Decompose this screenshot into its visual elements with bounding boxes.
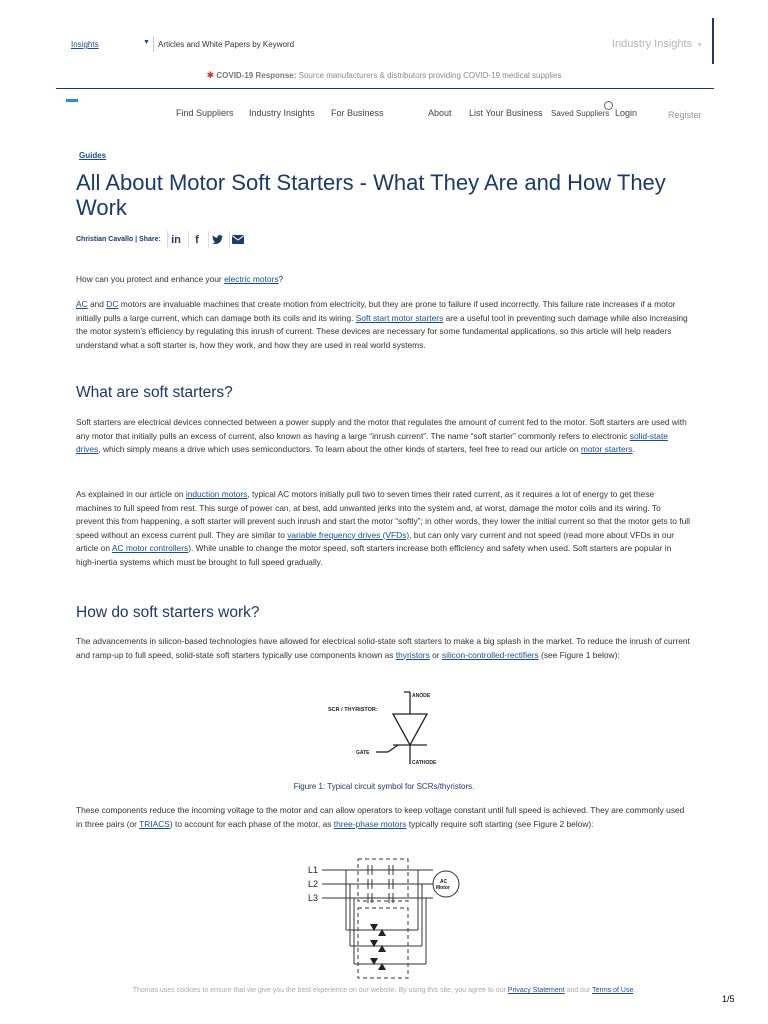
text-run: , typical AC motors initially pull two to seven times their rated current, as it requires a lot of energy to get these machines to full speed from rest. This surge of power can, at best, add unwanted jerks into the system and, at worst, damage the motor coils and its wiring. To prevent this from happening, a soft starter will prevent such inrush and start the motor “softly”; in other words, they lower the initial current so that the motor gets to full speed without an excess current pull. They are similar to xyxy=(76,489,690,540)
text-run: are a useful tool in preventing such damage while also increasing the motor system’s efficiency by regulating this inrush of current. These devices are necessary for some fundamental applications, so this article will help readers understand what a soft starter is, how they work, and how they are used in real world systems. xyxy=(76,312,688,350)
industry-insights-dropdown[interactable] xyxy=(612,38,703,50)
nav-for-business[interactable]: For Business xyxy=(331,108,384,118)
share-label: Share: xyxy=(139,236,161,243)
fig2-motor: Motor xyxy=(436,885,450,891)
industry-insights-label: Industry Insights xyxy=(612,38,693,50)
text-run: , but can only vary current and not speed (read more about VFDs in our article on xyxy=(76,529,675,553)
text-run: motors are invaluable machines that create motion from electricity, but they are prone to failure if used incorrectly. This failure rate increases if a motor initially pulls a large current, which can damage both its coils and its wiring. xyxy=(76,299,676,323)
text-run: . xyxy=(632,444,635,454)
text-run: Soft starters are electrical devices connected between a power supply and the motor that regulates the amount of current fed to the motor. Soft starters are used with any motor that initially pulls an excess of current, also known as having a large “inrush current”. The name “soft starter” commonly refers to electronic xyxy=(76,417,687,441)
nav-about[interactable]: About xyxy=(428,108,452,118)
paragraph-3 xyxy=(76,488,690,569)
text-run: typically require soft starting (see Figure 2 below): xyxy=(406,818,594,829)
divider xyxy=(712,18,714,64)
inline-link[interactable]: induction motors xyxy=(185,489,248,499)
cookie-banner: Thomas uses cookies to ensure that we give you the best experience on our website. By using this site, you agree to our Privacy Statement and our Terms of Use. xyxy=(132,987,636,994)
author-name[interactable]: Christian Cavallo xyxy=(76,236,134,243)
inline-link[interactable]: silicon-controlled-rectifiers xyxy=(441,649,539,660)
chevron-down-icon: ▼ xyxy=(696,42,704,49)
nav-saved-suppliers[interactable]: Saved Suppliers xyxy=(551,109,610,118)
electric-motors-link[interactable]: electric motors xyxy=(224,274,279,284)
fig1-cathode: CATHODE xyxy=(412,760,437,766)
nav-login[interactable]: Login xyxy=(615,108,638,118)
figure-2-three-phase xyxy=(306,856,466,984)
intro-question: How can you protect and enhance your electric motors? xyxy=(76,274,284,284)
inline-link[interactable]: AC motor controllers xyxy=(111,543,189,553)
page-number: 1/5 xyxy=(722,994,735,1004)
fig2-l1: L1 xyxy=(308,865,319,875)
inline-link[interactable]: motor starters xyxy=(580,444,633,454)
fig1-gate: GATE xyxy=(356,750,370,756)
section-heading-what: What are soft starters? xyxy=(76,384,233,401)
header-rule xyxy=(56,88,714,89)
covid-label: COVID-19 Response: xyxy=(216,71,297,80)
fig1-anode: ANODE xyxy=(412,693,431,699)
text-run: or xyxy=(429,649,442,660)
inline-link[interactable]: AC xyxy=(76,299,88,309)
insights-link[interactable]: Insights xyxy=(71,40,99,49)
paragraph-5 xyxy=(76,804,690,831)
fig1-label: SCR / THYRISTOR: xyxy=(328,707,378,713)
twitter-icon[interactable] xyxy=(208,231,225,248)
linkedin-icon[interactable]: in xyxy=(167,231,184,248)
logo[interactable] xyxy=(66,99,78,102)
nav-find-suppliers[interactable]: Find Suppliers xyxy=(176,108,234,118)
text-run: and xyxy=(87,299,107,309)
chevron-down-icon[interactable]: ▼ xyxy=(143,39,150,46)
nav-industry-insights[interactable]: Industry Insights xyxy=(249,108,315,118)
figure-1-caption: Figure 1: Typical circuit symbol for SCRs/thyristors. xyxy=(293,782,475,791)
page-title: All About Motor Soft Starters - What They Are and How They Work xyxy=(76,170,666,220)
fig2-motor-ac: AC xyxy=(440,879,448,885)
fig2-l2: L2 xyxy=(308,879,319,889)
facebook-icon[interactable]: f xyxy=(188,231,205,248)
byline: Christian Cavallo | Share: xyxy=(76,236,161,243)
text-run: As explained in our article on xyxy=(76,489,186,499)
covid-banner[interactable] xyxy=(0,70,768,81)
text-run: The advancements in silicon-based technologies have allowed for electrical solid-state soft starters to make a big splash in the market. To reduce the inrush of current and ramp-up to full speed, solid-state soft starters typically use components known as xyxy=(76,636,690,660)
inline-link[interactable]: solid-state drives xyxy=(76,430,668,454)
nav-register[interactable]: Register xyxy=(668,110,702,120)
alert-icon: ✱ xyxy=(206,70,215,80)
terms-link[interactable]: Terms of Use xyxy=(592,987,634,994)
notification-icon[interactable] xyxy=(604,101,613,110)
nav-list-business[interactable]: List Your Business xyxy=(469,108,543,118)
top-bar xyxy=(0,0,768,90)
text-run: (see Figure 1 below): xyxy=(538,649,620,660)
section-heading-how: How do soft starters work? xyxy=(76,604,260,621)
text-run: , which simply means a drive which uses semiconductors. To learn about the other kinds of starters, feel free to read our article on xyxy=(98,444,581,454)
inline-link[interactable]: Soft start motor starters xyxy=(355,312,444,323)
paragraph-4 xyxy=(76,635,690,662)
paragraph-1 xyxy=(76,298,690,352)
breadcrumb[interactable]: Guides xyxy=(79,151,107,160)
paragraph-2 xyxy=(76,416,690,457)
inline-link[interactable]: three-phase motors xyxy=(333,818,407,829)
inline-link[interactable]: DC xyxy=(106,299,119,309)
keyword-link[interactable]: Articles and White Papers by Keyword xyxy=(158,40,295,49)
inline-link[interactable]: TRIACS xyxy=(139,818,170,829)
privacy-link[interactable]: Privacy Statement xyxy=(507,987,565,994)
divider xyxy=(153,36,154,52)
covid-text: Source manufacturers & distributors providing COVID-19 medical supplies xyxy=(298,71,562,80)
figure-1-scr-symbol xyxy=(322,688,452,770)
email-icon[interactable] xyxy=(229,231,246,248)
inline-link[interactable]: variable frequency drives (VFDs) xyxy=(287,529,410,540)
text-run: ). While unable to change the motor speed, soft starters increase both efficiency and safety when used. Soft starters are popular in high-inertia systems which must be brought to full speed gradually. xyxy=(76,543,672,567)
inline-link[interactable]: thyristors xyxy=(395,649,430,660)
text-run: These components reduce the incoming voltage to the motor and can allow operators to keep voltage constant until full speed is achieved. They are commonly used in three pairs (or xyxy=(76,805,685,829)
text-run: ) to account for each phase of the motor, as xyxy=(169,818,334,829)
fig2-l3: L3 xyxy=(308,893,319,903)
